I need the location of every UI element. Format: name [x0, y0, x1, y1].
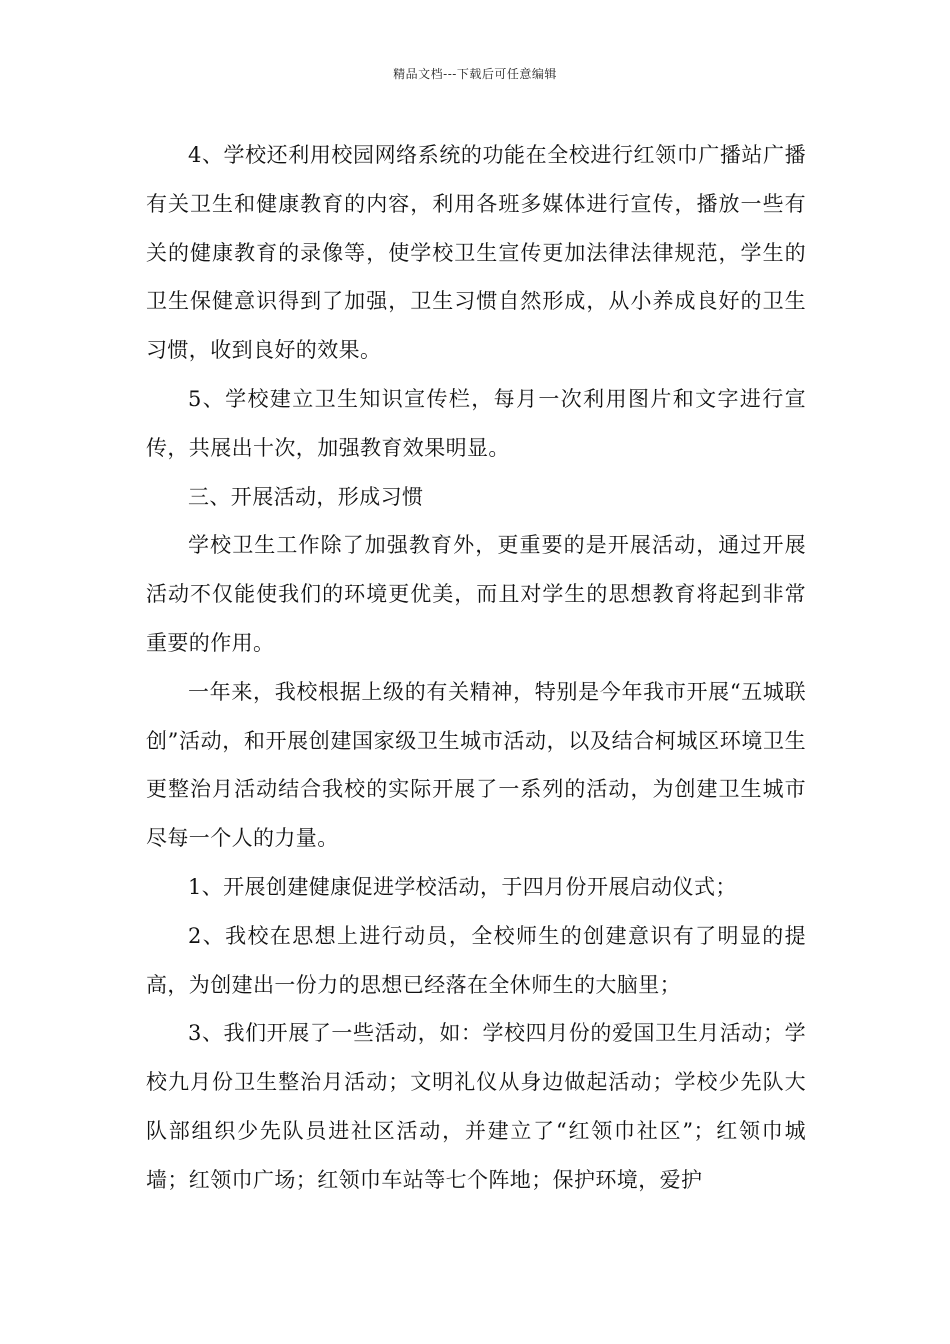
- paragraph-intro: 学校卫生工作除了加强教育外，更重要的是开展活动，通过开展活动不仅能使我们的环境更优美，而且对学生的思想教育将起到非常重要的作用。: [146, 533, 806, 655]
- page-header: 精品文档---下载后可任意编辑: [393, 67, 557, 81]
- paragraph-activity-2: 2、我校在思想上进行动员，全校师生的创建意识有了明显的提高，为创建出一份力的思想已经落在全休师生的大脑里；: [146, 923, 806, 997]
- paragraph-activity-1: 1、开展创建健康促进学校活动，于四月份开展启动仪式；: [188, 874, 737, 899]
- paragraph-item-5: 5、学校建立卫生知识宣传栏，每月一次利用图片和文字进行宣传，共展出十次，加强教育效果明显。: [146, 386, 806, 460]
- paragraph-item-4: 4、学校还利用校园网络系统的功能在全校进行红领巾广播站广播有关卫生和健康教育的内容，利用各班多媒体进行宣传，播放一些有关的健康教育的录像等，使学校卫生宣传更加法律法律规范，学生的卫生保健意识得到了加强，卫生习惯自然形成，从小养成良好的卫生习惯，收到良好的效果。: [146, 143, 806, 363]
- paragraph-year-summary: 一年来，我校根据上级的有关精神，特别是今年我市开展“五城联创”活动，和开展创建国家级卫生城市活动，以及结合柯城区环境卫生更整治月活动结合我校的实际开展了一系列的活动，为创建卫生城市尽每一个人的力量。: [146, 679, 806, 851]
- section-heading-3: 三、开展活动，形成习惯: [188, 484, 424, 509]
- paragraph-activity-3: 3、我们开展了一些活动，如：学校四月份的爱国卫生月活动；学校九月份卫生整治月活动；文明礼仪从身边做起活动；学校少先队大队部组织少先队员进社区活动，并建立了“红领巾社区”；红领巾城墙；红领巾广场；红领巾车站等七个阵地；保护环境，爱护: [146, 1021, 806, 1192]
- document-body: [146, 131, 806, 1205]
